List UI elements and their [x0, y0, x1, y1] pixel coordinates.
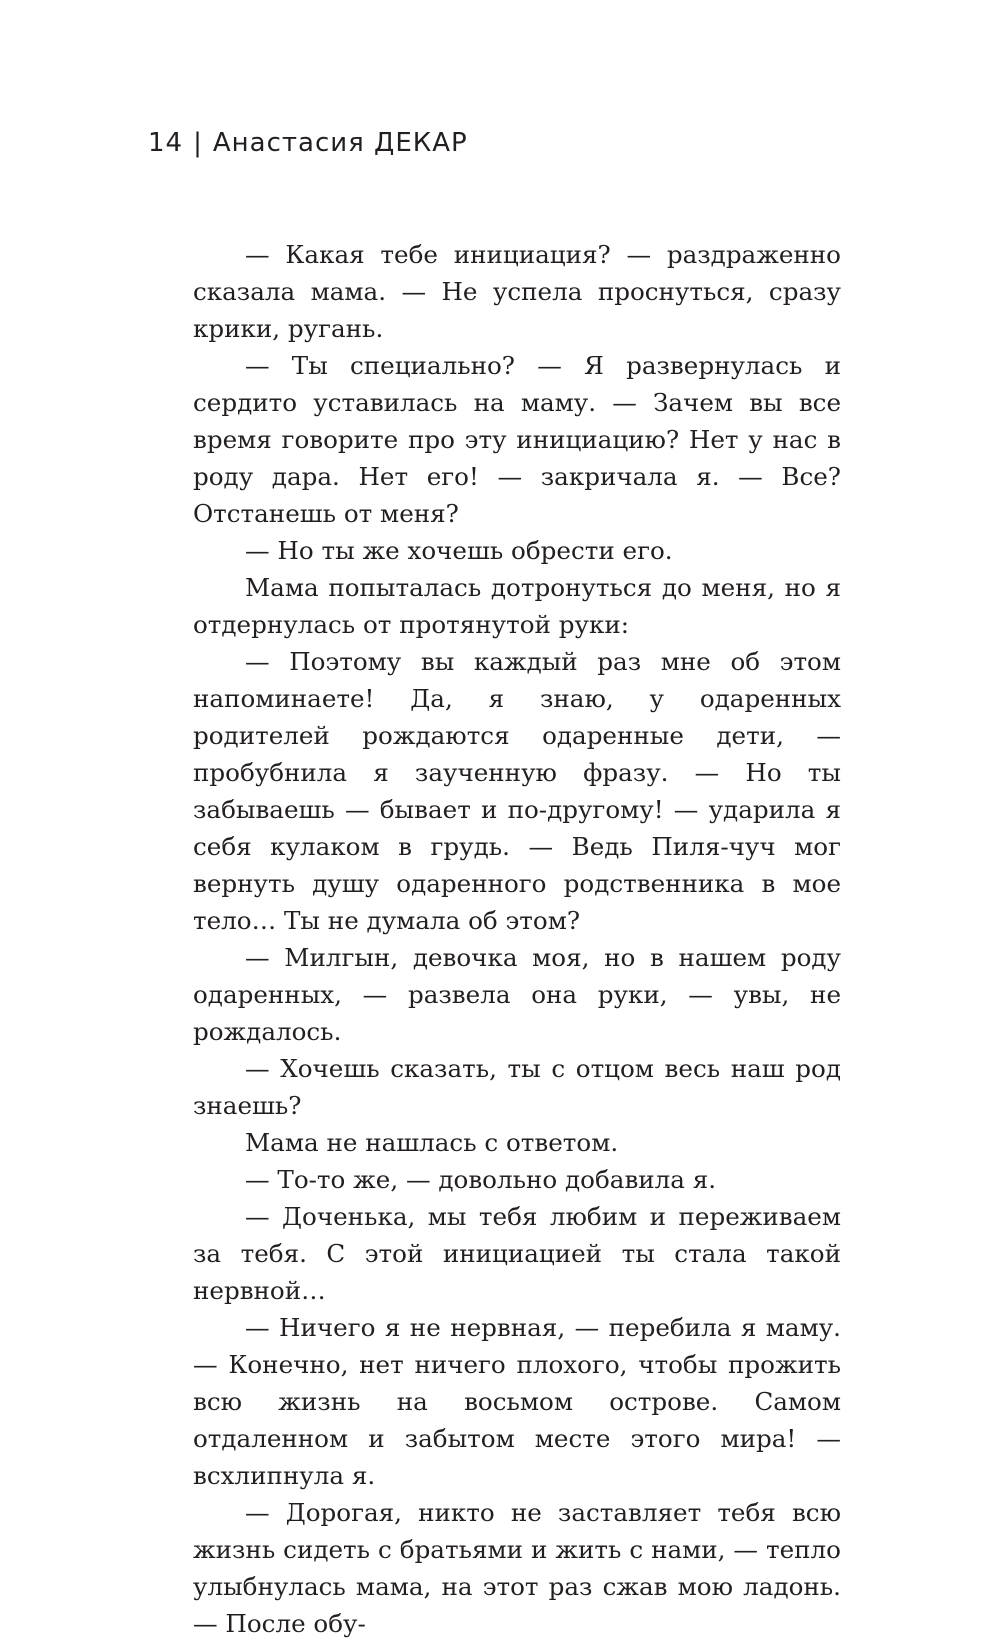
paragraph: — Милгын, девочка моя, но в нашем роду одаренных, — развела она руки, — увы, не рождалось.	[193, 943, 841, 1046]
paragraph: — Ты специально? — Я развернулась и сердито уставилась на маму. — Зачем вы все время говорите про эту инициацию? Нет у нас в роду дара. Нет его! — закричала я. — Все? Отстанешь от меня?	[193, 351, 841, 528]
paragraph: — Ничего я не нервная, — перебила я маму. — Конечно, нет ничего плохого, чтобы прожить всю жизнь на восьмом острове. Самом отдаленном и забытом месте этого мира! — всхлипнула я.	[193, 1313, 841, 1490]
paragraph: Мама не нашлась с ответом.	[245, 1128, 619, 1157]
header-separator: |	[193, 128, 203, 158]
paragraph: — То-то же, — довольно добавила я.	[245, 1165, 717, 1194]
body-text	[193, 236, 841, 1642]
author-name: Анастасия ДЕКАР	[212, 128, 468, 158]
page-number: 14	[148, 128, 184, 158]
paragraph: Мама попыталась дотронуться до меня, но я отдернулась от протянутой руки:	[193, 573, 841, 639]
paragraph: — Но ты же хочешь обрести его.	[245, 536, 673, 565]
paragraph: — Хочешь сказать, ты с отцом весь наш род знаешь?	[193, 1054, 841, 1120]
paragraph: — Доченька, мы тебя любим и переживаем за тебя. С этой инициацией ты стала такой нервной…	[193, 1202, 841, 1305]
running-head	[148, 130, 468, 156]
paragraph: — Дорогая, никто не заставляет тебя всю жизнь сидеть с братьями и жить с нами, — тепло улыбнулась мама, на этот раз сжав мою ладонь. — После обу-	[193, 1498, 841, 1638]
paragraph: — Какая тебе инициация? — раздраженно сказала мама. — Не успела проснуться, сразу крики, ругань.	[193, 240, 841, 343]
paragraph: — Поэтому вы каждый раз мне об этом напоминаете! Да, я знаю, у одаренных родителей рождаются одаренные дети, — пробубнила я заученную фразу. — Но ты забываешь — бывает и по-другому! — ударила я себя кулаком в грудь. — Ведь Пиля-чуч мог вернуть душу одаренного родственника в мое тело… Ты не думала об этом?	[193, 647, 841, 935]
